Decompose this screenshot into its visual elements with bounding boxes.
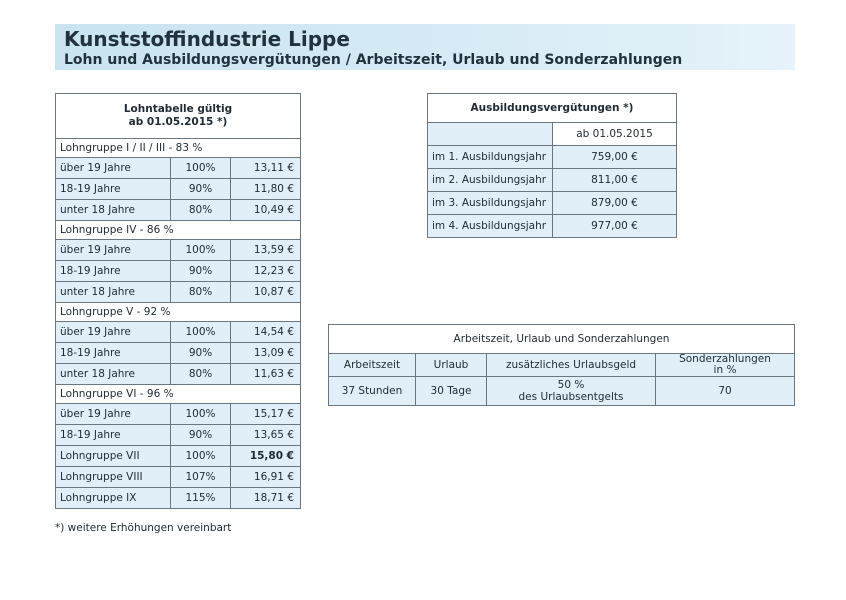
row-value: 13,65 € bbox=[231, 425, 301, 446]
ausbildung-empty-cell bbox=[428, 123, 553, 146]
table-row bbox=[428, 215, 677, 238]
row-value: 18,71 € bbox=[231, 488, 301, 509]
lohngruppe-label: Lohngruppe VI - 96 % bbox=[56, 385, 301, 404]
lohngruppe-header-row bbox=[56, 303, 301, 322]
row-label: über 19 Jahre bbox=[56, 322, 171, 343]
ausbildung-body bbox=[428, 146, 677, 238]
header-sonderzahlungen-line1: Sonderzahlungen bbox=[679, 353, 771, 365]
ausbildungsjahr-value: 879,00 € bbox=[553, 192, 677, 215]
arbeitszeit-title-row bbox=[329, 325, 795, 354]
table-row bbox=[56, 322, 301, 343]
arbeitszeit-value-row bbox=[329, 377, 795, 406]
lohntabelle-header-row bbox=[56, 94, 301, 139]
value-urlaubsgeld bbox=[487, 377, 656, 406]
value-urlaubsgeld-line2: des Urlaubsentgelts bbox=[518, 391, 624, 403]
table-row bbox=[56, 200, 301, 221]
row-label: Lohngruppe VII bbox=[56, 446, 171, 467]
table-row bbox=[56, 179, 301, 200]
row-value: 13,11 € bbox=[231, 158, 301, 179]
row-percent: 80% bbox=[171, 364, 231, 385]
table-row bbox=[428, 146, 677, 169]
value-arbeitszeit: 37 Stunden bbox=[329, 377, 416, 406]
row-label: Lohngruppe VIII bbox=[56, 467, 171, 488]
table-row bbox=[56, 261, 301, 282]
lohngruppe-label: Lohngruppe IV - 86 % bbox=[56, 221, 301, 240]
lohngruppe-header-row bbox=[56, 221, 301, 240]
row-value: 11,63 € bbox=[231, 364, 301, 385]
row-percent: 107% bbox=[171, 467, 231, 488]
row-label: unter 18 Jahre bbox=[56, 200, 171, 221]
row-label: unter 18 Jahre bbox=[56, 282, 171, 303]
row-percent: 90% bbox=[171, 179, 231, 200]
row-label: 18-19 Jahre bbox=[56, 261, 171, 282]
row-label: 18-19 Jahre bbox=[56, 425, 171, 446]
row-percent: 100% bbox=[171, 446, 231, 467]
value-urlaub: 30 Tage bbox=[416, 377, 487, 406]
ausbildung-colheader-row bbox=[428, 123, 677, 146]
table-row bbox=[56, 425, 301, 446]
lohntabelle-title-line2: ab 01.05.2015 *) bbox=[128, 116, 228, 128]
table-row bbox=[56, 158, 301, 179]
header-urlaubsgeld: zusätzliches Urlaubsgeld bbox=[487, 354, 656, 377]
row-percent: 90% bbox=[171, 425, 231, 446]
table-row bbox=[56, 446, 301, 467]
lohntabelle-title bbox=[56, 94, 301, 139]
header-arbeitszeit: Arbeitszeit bbox=[329, 354, 416, 377]
ausbildungsverguetungen-table bbox=[427, 93, 677, 238]
ausbildungsjahr-label: im 2. Ausbildungsjahr bbox=[428, 169, 553, 192]
arbeitszeit-table bbox=[328, 324, 795, 406]
row-label: über 19 Jahre bbox=[56, 404, 171, 425]
row-value: 15,17 € bbox=[231, 404, 301, 425]
ausbildungsjahr-value: 811,00 € bbox=[553, 169, 677, 192]
lohngruppe-label: Lohngruppe V - 92 % bbox=[56, 303, 301, 322]
lohntabelle-title-line1: Lohntabelle gültig bbox=[123, 103, 233, 115]
table-row bbox=[56, 240, 301, 261]
row-percent: 100% bbox=[171, 404, 231, 425]
ausbildung-title: Ausbildungsvergütungen *) bbox=[428, 94, 677, 123]
row-label: Lohngruppe IX bbox=[56, 488, 171, 509]
header-urlaub: Urlaub bbox=[416, 354, 487, 377]
row-percent: 115% bbox=[171, 488, 231, 509]
row-value: 16,91 € bbox=[231, 467, 301, 488]
ausbildung-title-row bbox=[428, 94, 677, 123]
value-urlaubsgeld-line1: 50 % bbox=[557, 379, 585, 391]
header-sonderzahlungen-line2: in % bbox=[713, 364, 737, 376]
table-row bbox=[428, 192, 677, 215]
row-value: 14,54 € bbox=[231, 322, 301, 343]
row-percent: 90% bbox=[171, 261, 231, 282]
row-percent: 100% bbox=[171, 240, 231, 261]
arbeitszeit-header-row bbox=[329, 354, 795, 377]
row-value: 13,59 € bbox=[231, 240, 301, 261]
table-row bbox=[56, 364, 301, 385]
lohngruppe-header-row bbox=[56, 139, 301, 158]
ausbildungsjahr-value: 977,00 € bbox=[553, 215, 677, 238]
row-percent: 80% bbox=[171, 282, 231, 303]
lohntabelle bbox=[55, 93, 301, 509]
table-row bbox=[56, 282, 301, 303]
row-value: 12,23 € bbox=[231, 261, 301, 282]
row-value: 15,80 € bbox=[231, 446, 301, 467]
lohngruppe-header-row bbox=[56, 385, 301, 404]
lohntabelle-body bbox=[56, 139, 301, 509]
ausbildungsjahr-label: im 3. Ausbildungsjahr bbox=[428, 192, 553, 215]
table-row bbox=[56, 404, 301, 425]
row-label: über 19 Jahre bbox=[56, 158, 171, 179]
table-row bbox=[56, 467, 301, 488]
row-percent: 80% bbox=[171, 200, 231, 221]
page-header bbox=[55, 24, 795, 70]
ausbildungsjahr-value: 759,00 € bbox=[553, 146, 677, 169]
arbeitszeit-title: Arbeitszeit, Urlaub und Sonderzahlungen bbox=[329, 325, 795, 354]
row-value: 10,49 € bbox=[231, 200, 301, 221]
ausbildungsjahr-label: im 4. Ausbildungsjahr bbox=[428, 215, 553, 238]
value-sonderzahlungen: 70 bbox=[656, 377, 795, 406]
lohngruppe-label: Lohngruppe I / II / III - 83 % bbox=[56, 139, 301, 158]
row-percent: 90% bbox=[171, 343, 231, 364]
row-label: über 19 Jahre bbox=[56, 240, 171, 261]
table-row bbox=[56, 343, 301, 364]
row-percent: 100% bbox=[171, 322, 231, 343]
page-title: Kunststoffindustrie Lippe bbox=[64, 27, 350, 51]
page-subtitle: Lohn und Ausbildungsvergütungen / Arbeitszeit, Urlaub und Sonderzahlungen bbox=[64, 52, 683, 68]
row-value: 13,09 € bbox=[231, 343, 301, 364]
row-percent: 100% bbox=[171, 158, 231, 179]
row-label: 18-19 Jahre bbox=[56, 343, 171, 364]
table-row bbox=[428, 169, 677, 192]
row-value: 10,87 € bbox=[231, 282, 301, 303]
row-label: 18-19 Jahre bbox=[56, 179, 171, 200]
row-label: unter 18 Jahre bbox=[56, 364, 171, 385]
ausbildungsjahr-label: im 1. Ausbildungsjahr bbox=[428, 146, 553, 169]
table-row bbox=[56, 488, 301, 509]
footnote: *) weitere Erhöhungen vereinbart bbox=[55, 522, 232, 534]
ausbildung-col-header: ab 01.05.2015 bbox=[553, 123, 677, 146]
row-value: 11,80 € bbox=[231, 179, 301, 200]
header-sonderzahlungen bbox=[656, 354, 795, 377]
